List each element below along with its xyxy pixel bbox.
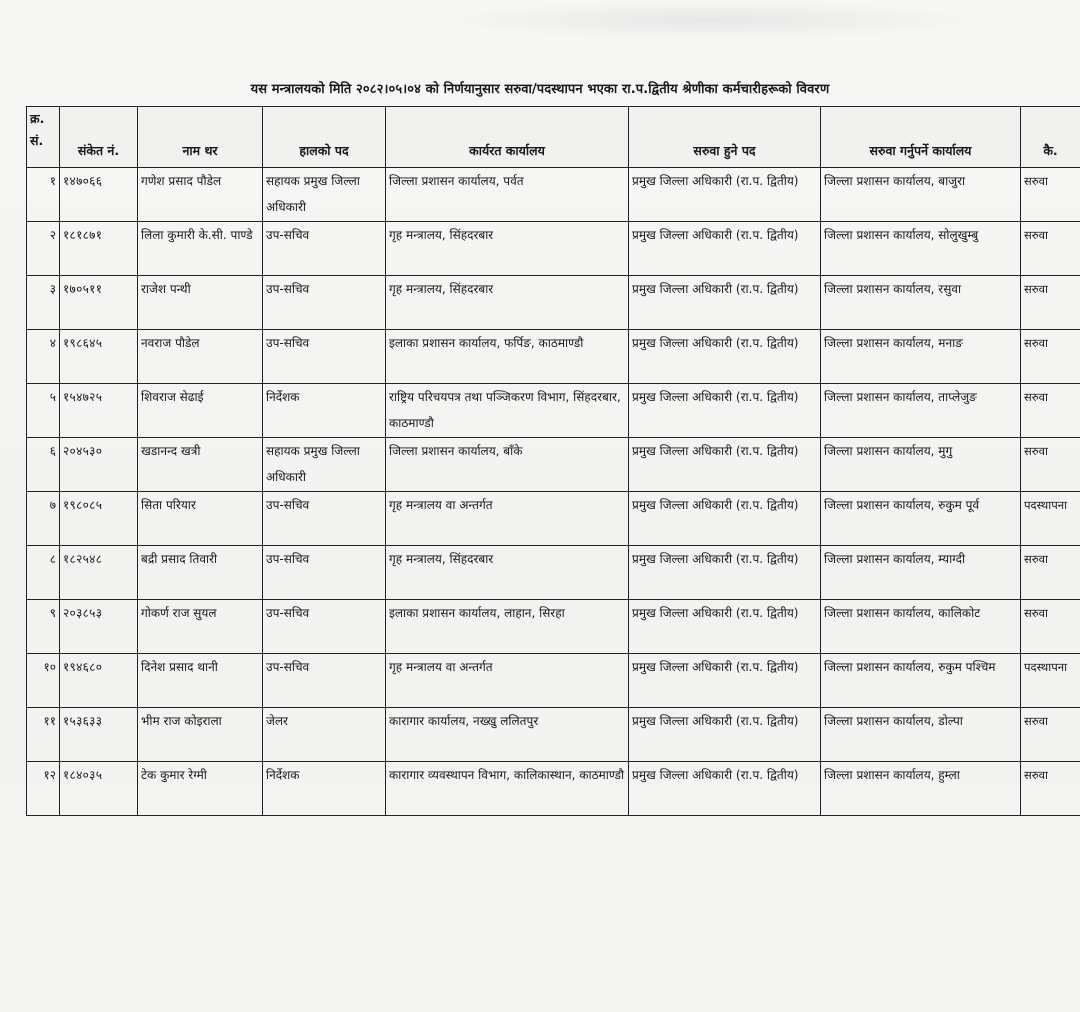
cell-name: शिवराज सेढाई — [138, 384, 263, 438]
cell-new-office: जिल्ला प्रशासन कार्यालय, मनाङ — [821, 330, 1021, 384]
cell-sn: ७ — [27, 492, 60, 546]
cell-name: बद्री प्रसाद तिवारी — [138, 546, 263, 600]
cell-new-post: प्रमुख जिल्ला अधिकारी (रा.प. द्वितीय) — [629, 492, 821, 546]
cell-current-office: गृह मन्त्रालय वा अन्तर्गत — [386, 492, 629, 546]
cell-sn: ८ — [27, 546, 60, 600]
cell-new-post: प्रमुख जिल्ला अधिकारी (रा.प. द्वितीय) — [629, 600, 821, 654]
cell-current-post: उप-सचिव — [263, 546, 386, 600]
header-row — [27, 107, 1080, 168]
cell-remarks: सरुवा — [1021, 762, 1080, 816]
cell-code: २०३८५३ — [60, 600, 138, 654]
cell-remarks: सरुवा — [1021, 546, 1080, 600]
transfer-table — [26, 106, 1080, 816]
cell-name: टेक कुमार रेग्मी — [138, 762, 263, 816]
cell-current-post: सहायक प्रमुख जिल्ला अधिकारी — [263, 438, 386, 492]
cell-current-post: निर्देशक — [263, 384, 386, 438]
cell-remarks: सरुवा — [1021, 438, 1080, 492]
cell-code: १९४६८० — [60, 654, 138, 708]
cell-new-office: जिल्ला प्रशासन कार्यालय, हुम्ला — [821, 762, 1021, 816]
table-row — [27, 546, 1080, 600]
cell-sn: १० — [27, 654, 60, 708]
cell-name: सिता परियार — [138, 492, 263, 546]
cell-new-post: प्रमुख जिल्ला अधिकारी (रा.प. द्वितीय) — [629, 222, 821, 276]
cell-sn: ४ — [27, 330, 60, 384]
cell-code: १८४०३५ — [60, 762, 138, 816]
cell-current-office: जिल्ला प्रशासन कार्यालय, बाँके — [386, 438, 629, 492]
cell-code: १८२५४८ — [60, 546, 138, 600]
cell-new-office: जिल्ला प्रशासन कार्यालय, रुकुम पूर्व — [821, 492, 1021, 546]
table-row — [27, 708, 1080, 762]
header-sn — [27, 107, 60, 168]
cell-current-office: राष्ट्रिय परिचयपत्र तथा पञ्जिकरण विभाग, सिंहदरबार, काठमाण्डौ — [386, 384, 629, 438]
cell-code: १५३६३३ — [60, 708, 138, 762]
cell-remarks: सरुवा — [1021, 384, 1080, 438]
header-new-post: सरुवा हुने पद — [629, 107, 821, 168]
table-row — [27, 276, 1080, 330]
table-row — [27, 222, 1080, 276]
cell-name: राजेश पन्थी — [138, 276, 263, 330]
table-row — [27, 600, 1080, 654]
cell-current-post: निर्देशक — [263, 762, 386, 816]
cell-remarks: पदस्थापना — [1021, 492, 1080, 546]
table-row — [27, 438, 1080, 492]
cell-remarks: सरुवा — [1021, 222, 1080, 276]
cell-name: गणेश प्रसाद पौडेल — [138, 168, 263, 222]
cell-current-post: उप-सचिव — [263, 330, 386, 384]
cell-current-post: जेलर — [263, 708, 386, 762]
header-remarks: कै. — [1021, 107, 1080, 168]
cell-code: १४७०६६ — [60, 168, 138, 222]
cell-current-office: गृह मन्त्रालय वा अन्तर्गत — [386, 654, 629, 708]
cell-current-office: इलाका प्रशासन कार्यालय, फर्पिङ, काठमाण्डौ — [386, 330, 629, 384]
table-row — [27, 384, 1080, 438]
cell-sn: १२ — [27, 762, 60, 816]
cell-remarks: सरुवा — [1021, 600, 1080, 654]
cell-new-post: प्रमुख जिल्ला अधिकारी (रा.प. द्वितीय) — [629, 438, 821, 492]
cell-name: लिला कुमारी के.सी. पाण्डे — [138, 222, 263, 276]
cell-current-post: सहायक प्रमुख जिल्ला अधिकारी — [263, 168, 386, 222]
header-current-office: कार्यरत कार्यालय — [386, 107, 629, 168]
cell-sn: २ — [27, 222, 60, 276]
table-row — [27, 654, 1080, 708]
cell-new-post: प्रमुख जिल्ला अधिकारी (रा.प. द्वितीय) — [629, 546, 821, 600]
header-sn-top: क्र. — [30, 111, 45, 126]
cell-name: भीम राज कोइराला — [138, 708, 263, 762]
cell-remarks: सरुवा — [1021, 276, 1080, 330]
table-row — [27, 762, 1080, 816]
cell-new-post: प्रमुख जिल्ला अधिकारी (रा.प. द्वितीय) — [629, 708, 821, 762]
cell-current-office: गृह मन्त्रालय, सिंहदरबार — [386, 222, 629, 276]
cell-remarks: सरुवा — [1021, 168, 1080, 222]
scan-smudge — [430, 0, 990, 40]
cell-sn: ९ — [27, 600, 60, 654]
cell-name: नवराज पौडेल — [138, 330, 263, 384]
cell-current-office: कारागार कार्यालय, नख्खु ललितपुर — [386, 708, 629, 762]
cell-new-post: प्रमुख जिल्ला अधिकारी (रा.प. द्वितीय) — [629, 762, 821, 816]
header-name: नाम थर — [138, 107, 263, 168]
table-row — [27, 330, 1080, 384]
cell-name: गोकर्ण राज सुयल — [138, 600, 263, 654]
cell-new-post: प्रमुख जिल्ला अधिकारी (रा.प. द्वितीय) — [629, 168, 821, 222]
cell-code: १९८६४५ — [60, 330, 138, 384]
cell-new-office: जिल्ला प्रशासन कार्यालय, बाजुरा — [821, 168, 1021, 222]
cell-new-post: प्रमुख जिल्ला अधिकारी (रा.प. द्वितीय) — [629, 384, 821, 438]
cell-current-post: उप-सचिव — [263, 222, 386, 276]
table-row — [27, 492, 1080, 546]
cell-new-post: प्रमुख जिल्ला अधिकारी (रा.प. द्वितीय) — [629, 276, 821, 330]
cell-sn: १ — [27, 168, 60, 222]
cell-sn: ३ — [27, 276, 60, 330]
cell-code: १५४७२५ — [60, 384, 138, 438]
cell-code: १७०५११ — [60, 276, 138, 330]
header-current-post: हालको पद — [263, 107, 386, 168]
cell-code: १८१८७१ — [60, 222, 138, 276]
cell-name: दिनेश प्रसाद थानी — [138, 654, 263, 708]
cell-code: १९८०८५ — [60, 492, 138, 546]
document-title: यस मन्त्रालयको मिति २०८२।०५।०४ को निर्णयानुसार सरुवा/पदस्थापन भएका रा.प.द्वितीय श्रेणीका कर्मचारीहरूको विवरण — [250, 82, 830, 97]
cell-remarks: सरुवा — [1021, 330, 1080, 384]
cell-code: २०४५३० — [60, 438, 138, 492]
cell-remarks: सरुवा — [1021, 708, 1080, 762]
cell-current-post: उप-सचिव — [263, 276, 386, 330]
cell-sn: ६ — [27, 438, 60, 492]
cell-new-office: जिल्ला प्रशासन कार्यालय, कालिकोट — [821, 600, 1021, 654]
cell-current-post: उप-सचिव — [263, 600, 386, 654]
cell-current-office: गृह मन्त्रालय, सिंहदरबार — [386, 546, 629, 600]
cell-new-post: प्रमुख जिल्ला अधिकारी (रा.प. द्वितीय) — [629, 654, 821, 708]
cell-current-office: जिल्ला प्रशासन कार्यालय, पर्वत — [386, 168, 629, 222]
cell-current-office: गृह मन्त्रालय, सिंहदरबार — [386, 276, 629, 330]
cell-new-office: जिल्ला प्रशासन कार्यालय, ताप्लेजुङ — [821, 384, 1021, 438]
cell-new-office: जिल्ला प्रशासन कार्यालय, डोल्पा — [821, 708, 1021, 762]
cell-new-office: जिल्ला प्रशासन कार्यालय, रसुवा — [821, 276, 1021, 330]
cell-remarks: पदस्थापना — [1021, 654, 1080, 708]
cell-current-office: कारागार व्यवस्थापन विभाग, कालिकास्थान, काठमाण्डौ — [386, 762, 629, 816]
cell-new-office: जिल्ला प्रशासन कार्यालय, मुगु — [821, 438, 1021, 492]
cell-sn: ५ — [27, 384, 60, 438]
cell-current-office: इलाका प्रशासन कार्यालय, लाहान, सिरहा — [386, 600, 629, 654]
header-new-office: सरुवा गर्नुपर्ने कार्यालय — [821, 107, 1021, 168]
cell-new-office: जिल्ला प्रशासन कार्यालय, रुकुम पश्चिम — [821, 654, 1021, 708]
cell-name: खडानन्द खत्री — [138, 438, 263, 492]
cell-new-post: प्रमुख जिल्ला अधिकारी (रा.प. द्वितीय) — [629, 330, 821, 384]
cell-new-office: जिल्ला प्रशासन कार्यालय, म्याग्दी — [821, 546, 1021, 600]
cell-current-post: उप-सचिव — [263, 654, 386, 708]
header-sn-bottom: सं. — [30, 133, 44, 148]
cell-current-post: उप-सचिव — [263, 492, 386, 546]
header-code: संकेत नं. — [60, 107, 138, 168]
cell-sn: ११ — [27, 708, 60, 762]
cell-new-office: जिल्ला प्रशासन कार्यालय, सोलुखुम्बु — [821, 222, 1021, 276]
table-row — [27, 168, 1080, 222]
